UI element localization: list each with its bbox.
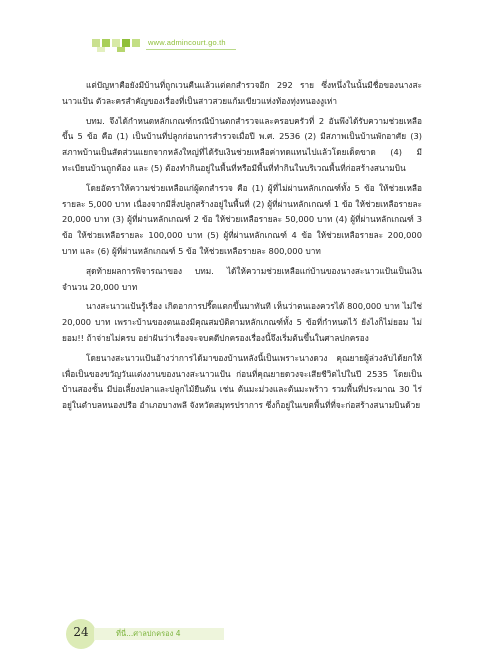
header-divider	[146, 49, 236, 50]
body-text	[62, 78, 422, 418]
paragraph: บทม. จึงได้กำหนดหลักเกณฑ์กรณีบ้านตกสำรวจและครอบครัวที่ 2 อันพึงได้รับความช่วยเหลือขึ้น 5 ข้อ คือ (1) เป็นบ้านที่ปลูกก่อนการสำรวจเมื่อปี พ.ศ. 2536 (2) มีสภาพเป็นบ้านพักอาศัย (3) สภาพบ้านเป็นสัดส่วนแยกจากหลังใหญ่ที่ได้รับเงินช่วยเหลือค่าทดแทนไปแล้วโดยเด็ดขาด (4) มีทะเบียนบ้านถูกต้อง และ (5) ต้องทำกินอยู่ในพื้นที่หรือมีพื้นที่ทำกินในบริเวณพื้นที่ก่อสร้างสนามบิน	[62, 115, 422, 173]
header-url: www.admincourt.go.th	[148, 38, 226, 47]
paragraph: สุดท้ายผลการพิจารณาของ บทม. ได้ให้ความช่วยเหลือแก่บ้านของนางสะนาวแป้นเป็นเงินจำนวน 20,000 บาท	[62, 265, 422, 292]
paragraph: แต่ปัญหาคือยังมีบ้านที่ถูกเวนคืนแล้วแต่ตกสำรวจอีก 292 ราย ซึ่งหนึ่งในนั้นมีชื่อของนางสะนาวแป้น ตัวละครสำคัญของเรื่องที่เป็นสาวสวยแก้มเขียวแห่งท้องทุ่งหนองงูเห่า	[62, 80, 422, 106]
paragraph: โดยนางสะนาวแป้นอ้างว่าการได้มาของบ้านหลังนี้เป็นเพราะนางดวง คุณยายผู้ล่วงลับได้ยกให้เพื่อเป็นของขวัญวันแต่งงานของนางสะนาวแป้น ก่อนที่คุณยายดวงจะเสียชีวิตไปในปี 2535 โดยเป็นบ้านสองชั้น มีบ่อเลี้ยงปลาและปลูกไม้ยืนต้น เช่น ต้นมะม่วงและต้นมะพร้าว รวมพื้นที่ประมาณ 30 ไร่ อยู่ในตำบลหนองปรือ อำเภอบางพลี จังหวัดสมุทรปราการ ซึ่งก็อยู่ในเขตพื้นที่ที่จะก่อสร้างสนามบินด้วย	[62, 352, 422, 411]
paragraph: นางสะนาวแป้นรู้เรื่อง เกิดอาการปรี๊ดแตกขึ้นมาทันที เห็นว่าตนเองควรได้ 800,000 บาท ไม่ใช่ 20,000 บาท เพราะบ้านของตนเองมีคุณสมบัติตามหลักเกณฑ์ทั้ง 5 ข้อที่กำหนดไว้ ยังไงก็ไม่ยอม ไม่ยอม!! ถ้าจ่ายไม่ครบ อย่าฝันว่าเรื่องจะจบคดีปกครองเรื่องนี้จึงเริ่มต้นขึ้นในศาลปกครอง	[62, 301, 422, 343]
paragraph: โดยอัตราให้ความช่วยเหลือแก่ผู้ตกสำรวจ คือ (1) ผู้ที่ไม่ผ่านหลักเกณฑ์ทั้ง 5 ข้อ ให้ช่วยเหลือรายละ 5,000 บาท เนื่องจากมีสิ่งปลูกสร้างอยู่ในพื้นที่ (2) ผู้ที่ผ่านหลักเกณฑ์ 1 ข้อ ให้ช่วยเหลือรายละ 20,000 บาท (3) ผู้ที่ผ่านหลักเกณฑ์ 2 ข้อ ให้ช่วยเหลือรายละ 50,000 บาท (4) ผู้ที่ผ่านหลักเกณฑ์ 3 ข้อ ให้ช่วยเหลือรายละ 100,000 บาท (5) ผู้ที่ผ่านหลักเกณฑ์ 4 ข้อ ให้ช่วยเหลือรายละ 200,000 บาท และ (6) ผู้ที่ผ่านหลักเกณฑ์ 5 ข้อ ให้ช่วยเหลือรายละ 800,000 บาท	[62, 182, 422, 256]
footer-series-title: ที่นี่...ศาลปกครอง 4	[116, 629, 181, 638]
page-number: 24	[73, 625, 89, 639]
header-ornament-icon	[92, 36, 144, 52]
